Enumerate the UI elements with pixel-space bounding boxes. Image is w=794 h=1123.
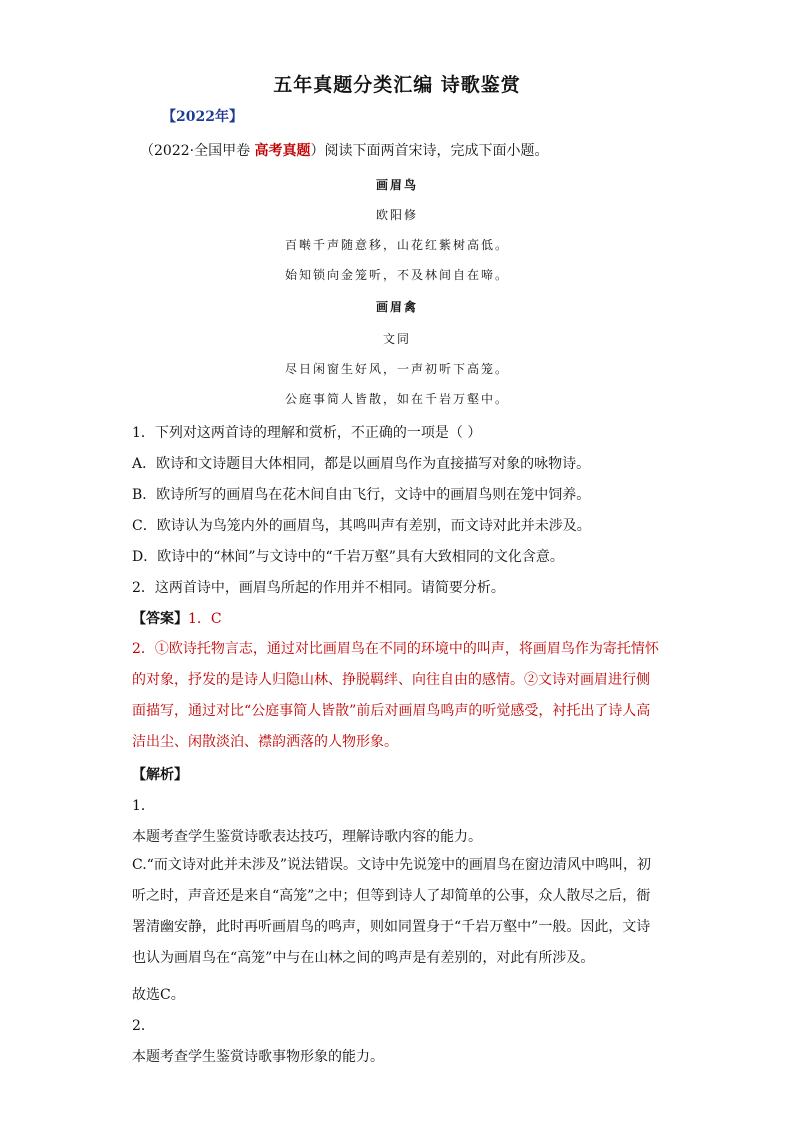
answer-label: 【答案】 <box>132 611 188 627</box>
analysis-para-4: 本题考查学生鉴赏诗歌事物形象的能力。 <box>132 1049 384 1065</box>
question-intro <box>140 140 549 160</box>
poem-1-line-1: 百啭千声随意移，山花红紫树高低。 <box>284 238 509 252</box>
poem-1-line-2: 始知锁向金笼听，不及林间自在啼。 <box>284 268 509 282</box>
option-a: A．欧诗和文诗题目大体相同，都是以画眉鸟作为直接描写对象的咏物诗。 <box>132 456 591 472</box>
year-tag: 【2022年】 <box>162 109 243 125</box>
poem-2-line-1: 尽日闲窗生好风，一声初听下高笼。 <box>284 362 509 376</box>
question-1: 1．下列对这两首诗的理解和赏析，不正确的一项是（ ） <box>132 425 482 441</box>
answer-1: 1．C <box>188 611 222 627</box>
option-b: B．欧诗所写的画眉鸟在花木间自由飞行，文诗中的画眉鸟则在笼中饲养。 <box>132 487 591 503</box>
option-d: D．欧诗中的“林间”与文诗中的“千岩万壑”具有大致相同的文化含意。 <box>132 549 564 565</box>
intro-suffix: ）阅读下面两首宋诗，完成下面小题。 <box>310 143 549 159</box>
poem-1-author: 欧阳修 <box>375 208 418 222</box>
option-c: C．欧诗认为鸟笼内外的画眉鸟，其鸣叫声有差别，而文诗对此并未涉及。 <box>132 518 591 534</box>
analysis-para-1: 本题考查学生鉴赏诗歌表达技巧，理解诗歌内容的能力。 <box>132 829 482 845</box>
analysis-number-1: 1． <box>132 798 155 814</box>
answer-2: 2．①欧诗托物言志，通过对比画眉鸟在不同的环境中的叫声，将画眉鸟作为寄托情怀的对象，抒发的是诗人归隐山林、挣脱羁绊、向往自由的感情。②文诗对画眉进行侧面描写，通过对比“公庭事简人皆散”前后对画眉鸟鸣声的听觉感受，衬托出了诗人高洁出尘、闲散淡泊、襟韵洒落的人物形象。 <box>132 641 659 750</box>
poem-2-author: 文同 <box>382 332 411 346</box>
analysis-number-2: 2． <box>132 1018 155 1034</box>
poem-1-title: 画眉鸟 <box>375 178 418 192</box>
analysis-label: 【解析】 <box>132 767 188 783</box>
question-2: 2．这两首诗中，画眉鸟所起的作用并不相同。请简要分析。 <box>132 580 505 596</box>
analysis-para-3: 故选C。 <box>132 987 185 1003</box>
intro-prefix: （2022·全国甲卷 <box>140 143 255 159</box>
intro-source: 高考真题 <box>254 143 311 159</box>
analysis-para-2: C.“而文诗对此并未涉及”说法错误。文诗中先说笼中的画眉鸟在窗边清风中鸣叫，初听之时，声音还是来自“高笼”之中；但等到诗人了却简单的公事，众人散尽之后，衙署清幽安静，此时再听画眉鸟的鸣声，则如同置身于“千岩万壑中”一般。因此，文诗也认为画眉鸟在“高笼”中与在山林之间的鸣声是有差别的，对此有所涉及。 <box>132 857 651 966</box>
poem-2-line-2: 公庭事简人皆散，如在千岩万壑中。 <box>284 392 509 406</box>
poem-2-title: 画眉禽 <box>375 300 418 314</box>
answer-block <box>132 608 222 628</box>
page-title: 五年真题分类汇编 诗歌鉴赏 <box>273 74 521 96</box>
